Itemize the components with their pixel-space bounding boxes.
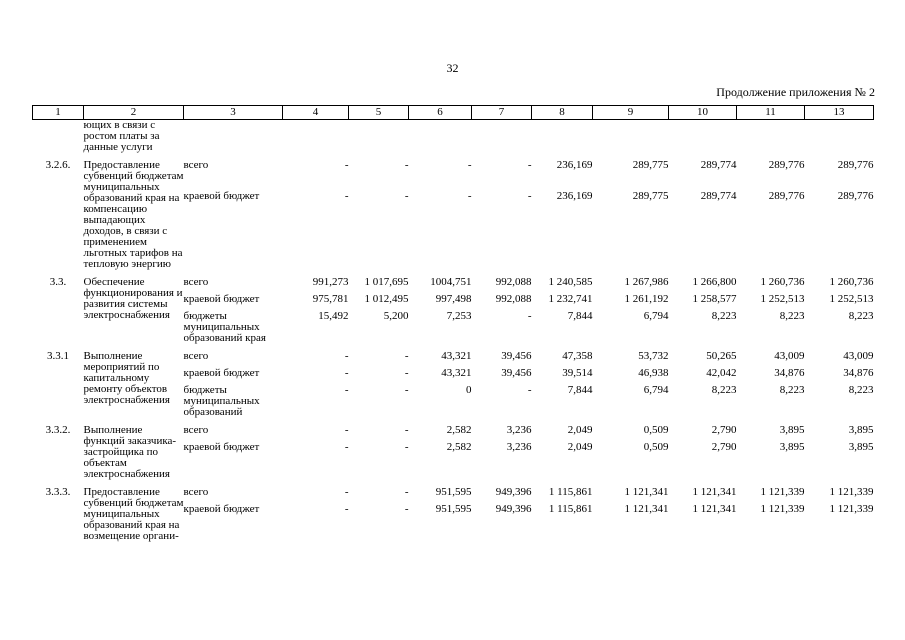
header-row [33,106,874,120]
value-cell: 39,514 [562,367,593,379]
value-cell: 39,456 [501,367,532,379]
header-cell: 1 [33,106,84,120]
value-cell: 289,776 [837,159,874,171]
header-cell: 2 [84,106,184,120]
value-cell: 949,396 [495,486,532,498]
value-cell: 43,009 [843,350,874,362]
value-cell: 991,273 [312,276,349,288]
value-cell: 3,895 [848,424,874,436]
header-cell: 10 [669,106,737,120]
value-cell: - [404,190,409,202]
header-cell: 9 [593,106,669,120]
value-cell: 1 121,341 [692,503,737,515]
value-cell: 1004,751 [430,276,472,288]
value-cell: 289,774 [700,159,737,171]
header-cell: 4 [283,106,349,120]
value-cell: 42,042 [706,367,737,379]
value-cell: - [344,424,349,436]
header-cell: 3 [184,106,283,120]
value-cell: 1 012,495 [364,293,409,305]
value-cell: 992,088 [495,293,532,305]
value-cell: 1 258,577 [692,293,737,305]
value-cell: 3,895 [848,441,874,453]
value-cell: 1 260,736 [760,276,805,288]
value-cell: 1 232,741 [548,293,593,305]
value-cell: - [467,190,472,202]
value-cell: 3,895 [779,441,805,453]
value-cell: 1 115,861 [548,486,593,498]
value-cell: 43,009 [774,350,805,362]
value-cell: 53,732 [638,350,669,362]
budget-table [32,105,874,542]
value-cell: - [404,424,409,436]
row-code: 3.3.2. [45,424,71,436]
funding-source: бюджеты муниципальных образований края [183,310,266,344]
measure-name: Предоставление субвенций бюджетам муниципальных образований края на возмещение органи- [83,486,184,542]
header-cell: 11 [737,106,805,120]
value-cell: 7,844 [567,310,593,322]
value-cell: 2,049 [567,441,593,453]
funding-source: всего [183,350,209,362]
table-row [33,487,874,504]
funding-source: бюджеты муниципальных образований [183,384,260,418]
value-cell: 1 121,341 [624,486,669,498]
header-cell: 7 [472,106,532,120]
value-cell: 949,396 [495,503,532,515]
header-cell: 13 [805,106,874,120]
header-cell: 6 [409,106,472,120]
measure-name: Выполнение функций заказчика-застройщика по объектам электроснабжения [83,424,177,480]
value-cell: - [527,190,532,202]
funding-source: всего [183,276,209,288]
value-cell: 1 260,736 [829,276,874,288]
value-cell: 1 267,986 [624,276,669,288]
value-cell: 289,776 [768,190,805,202]
measure-name: ющих в связи с ростом платы за данные услуги [83,119,160,153]
value-cell: - [404,503,409,515]
funding-source: краевой бюджет [183,293,260,305]
funding-source: всего [183,424,209,436]
value-cell: 6,794 [643,384,669,396]
value-cell: 289,774 [700,190,737,202]
header-cell: 5 [349,106,409,120]
value-cell: 2,582 [446,441,472,453]
value-cell: 1 121,341 [624,503,669,515]
value-cell: 0 [466,384,472,396]
measure-name: Предоставление субвенций бюджетам муниципальных образований края на компенсацию выпадающих доходов, в связи с применением льготных тарифов на тепловую энергию [83,159,184,270]
value-cell: - [344,441,349,453]
value-cell: - [404,350,409,362]
value-cell: - [344,350,349,362]
value-cell: 8,223 [848,384,874,396]
appendix-caption: Продолжение приложения № 2 [716,85,875,99]
value-cell: 1 252,513 [760,293,805,305]
value-cell: 0,509 [643,424,669,436]
funding-source: всего [183,486,209,498]
value-cell: 289,775 [632,159,669,171]
value-cell: 1 115,861 [548,503,593,515]
funding-source: краевой бюджет [183,190,260,202]
value-cell: 1 017,695 [364,276,409,288]
value-cell: 8,223 [779,310,805,322]
value-cell: 39,456 [501,350,532,362]
header-cell: 8 [532,106,593,120]
table-row [33,277,874,294]
value-cell: 975,781 [312,293,349,305]
value-cell: - [467,159,472,171]
value-cell: 34,876 [774,367,805,379]
table-row [33,425,874,442]
value-cell: 8,223 [711,384,737,396]
value-cell: 1 121,341 [692,486,737,498]
value-cell: 3,236 [506,441,532,453]
value-cell: 34,876 [843,367,874,379]
value-cell: 47,358 [562,350,593,362]
value-cell: 1 261,192 [624,293,669,305]
funding-source: краевой бюджет [183,441,260,453]
value-cell: 7,844 [567,384,593,396]
value-cell: - [404,441,409,453]
value-cell: 8,223 [848,310,874,322]
value-cell: - [344,486,349,498]
value-cell: - [527,310,532,322]
table-row [33,351,874,368]
value-cell: - [527,384,532,396]
value-cell: 1 266,800 [692,276,737,288]
value-cell: 2,790 [711,424,737,436]
value-cell: - [404,486,409,498]
value-cell: 997,498 [435,293,472,305]
measure-name: Обеспечение функционирования и развития системы электроснабжения [83,276,183,321]
value-cell: 2,790 [711,441,737,453]
value-cell: 43,321 [441,350,472,362]
row-code: 3.3. [49,276,67,288]
value-cell: 236,169 [556,159,593,171]
row-code: 3.2.6. [45,159,71,171]
value-cell: - [404,384,409,396]
value-cell: 43,321 [441,367,472,379]
value-cell: 3,236 [506,424,532,436]
value-cell: 951,595 [435,486,472,498]
value-cell: - [404,367,409,379]
value-cell: 8,223 [779,384,805,396]
value-cell: 951,595 [435,503,472,515]
funding-source: краевой бюджет [183,367,260,379]
value-cell: 7,253 [446,310,472,322]
value-cell: 1 252,513 [829,293,874,305]
value-cell: 992,088 [495,276,532,288]
value-cell: 15,492 [318,310,349,322]
value-cell: 289,775 [632,190,669,202]
value-cell: 6,794 [643,310,669,322]
value-cell: 1 121,339 [829,486,874,498]
value-cell: 0,509 [643,441,669,453]
row-code: 3.3.1 [47,350,69,362]
value-cell: - [404,159,409,171]
value-cell: 8,223 [711,310,737,322]
value-cell: 5,200 [383,310,409,322]
value-cell: 1 240,585 [548,276,593,288]
funding-source: краевой бюджет [183,503,260,515]
value-cell: - [344,384,349,396]
funding-source: всего [183,159,209,171]
value-cell: 289,776 [768,159,805,171]
value-cell: - [527,159,532,171]
value-cell: 50,265 [706,350,737,362]
value-cell: 1 121,339 [760,486,805,498]
value-cell: - [344,190,349,202]
value-cell: 1 121,339 [760,503,805,515]
value-cell: - [344,503,349,515]
table-row-continuation [33,120,874,154]
page-number: 32 [446,61,459,75]
value-cell: 46,938 [638,367,669,379]
row-code: 3.3.3. [45,486,71,498]
value-cell: 1 121,339 [829,503,874,515]
value-cell: 236,169 [556,190,593,202]
value-cell: 2,049 [567,424,593,436]
value-cell: - [344,367,349,379]
value-cell: 3,895 [779,424,805,436]
table-row [33,160,874,191]
measure-name: Выполнение мероприятий по капитальному ремонту объектов электроснабжения [83,350,170,406]
value-cell: 289,776 [837,190,874,202]
value-cell: 2,582 [446,424,472,436]
value-cell: - [344,159,349,171]
